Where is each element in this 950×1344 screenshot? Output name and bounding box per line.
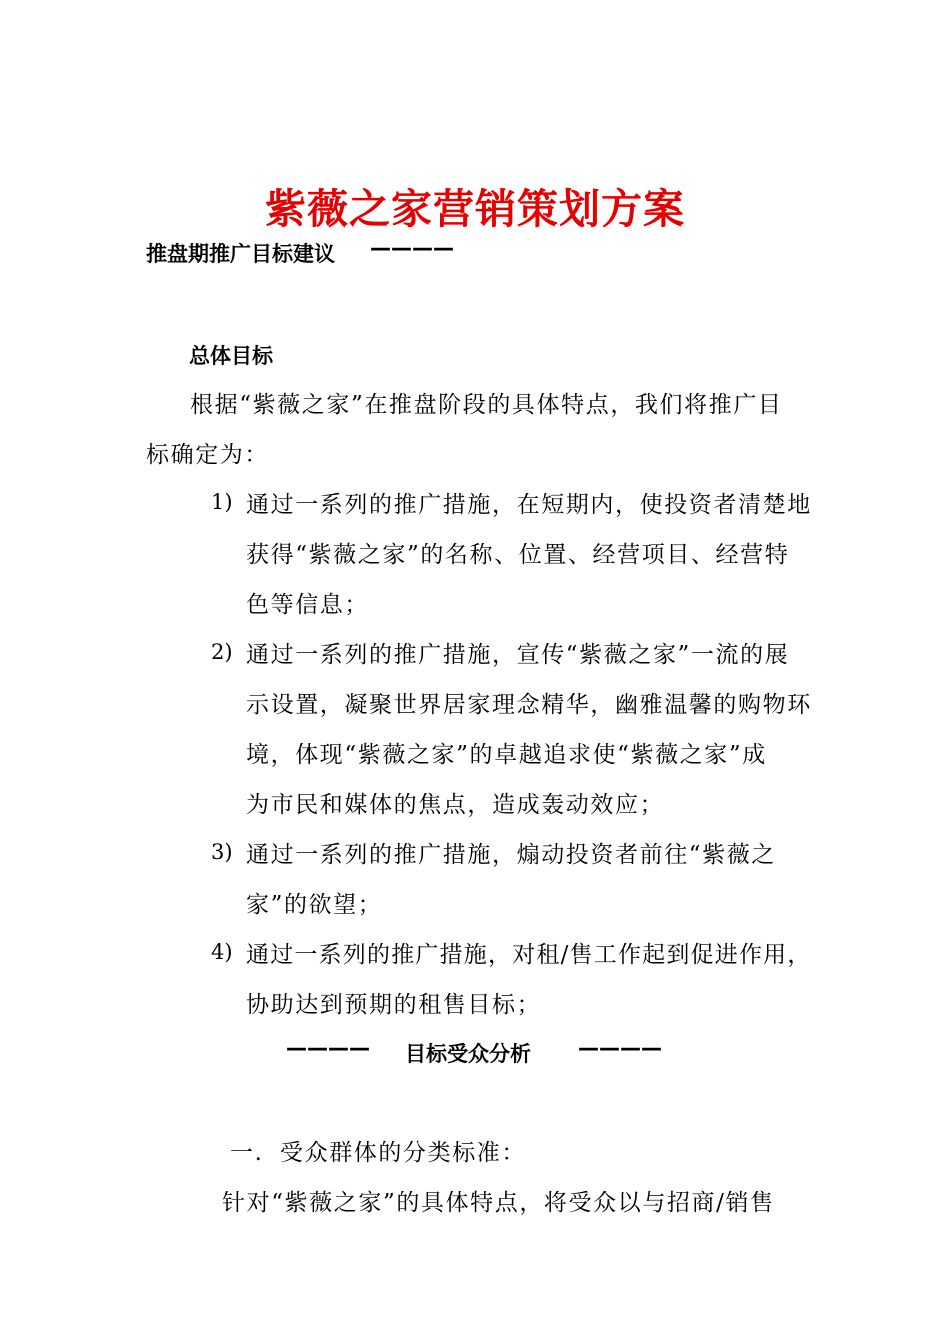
list-item-line: 通过一系列的推广措施，对租/售工作起到促进作用， [246,942,812,968]
section-dash: ———— [370,236,454,260]
list-item-number: 4) [211,940,233,964]
list-item-line: 获得“紫薇之家”的名称、位置、经营项目、经营特 [246,542,790,568]
subsection-heading: 受众群体的分类标准： [280,1140,526,1166]
list-item-line: 通过一系列的推广措施，宣传“紫薇之家”一流的展 [246,642,790,668]
list-item-number: 2) [211,640,233,664]
list-item-number: 1) [211,490,233,514]
list-item-line: 色等信息； [246,592,369,618]
list-item-line: 通过一系列的推广措施，在短期内，使投资者清楚地 [246,492,812,518]
section-heading-promotion-goals: 推盘期推广目标建议 [146,242,335,266]
document-title: 紫薇之家营销策划方案 [265,185,685,233]
list-item-line: 协助达到预期的租售目标； [246,992,542,1018]
intro-paragraph-line: 标确定为： [146,442,269,468]
intro-paragraph-line: 根据“紫薇之家”在推盘阶段的具体特点，我们将推广目 [190,392,783,418]
list-item-line: 通过一系列的推广措施，煽动投资者前往“紫薇之 [246,842,776,868]
list-item-number: 3) [211,840,233,864]
subsection-number: 一. [230,1140,264,1166]
list-item-line: 示设置，凝聚世界居家理念精华，幽雅温馨的购物环 [246,692,812,718]
section-dash: ———— [578,1036,662,1060]
list-item-line: 境，体现“紫薇之家”的卓越追求使“紫薇之家”成 [246,742,767,768]
overall-goal-heading: 总体目标 [189,344,273,368]
section-heading-target-audience: 目标受众分析 [405,1042,531,1066]
list-item-line: 为市民和媒体的焦点，造成轰动效应； [246,792,665,818]
paragraph-line: 针对“紫薇之家”的具体特点，将受众以与招商/销售 [222,1190,775,1216]
section-dash: ———— [286,1036,370,1060]
list-item-line: 家”的欲望； [246,892,383,918]
